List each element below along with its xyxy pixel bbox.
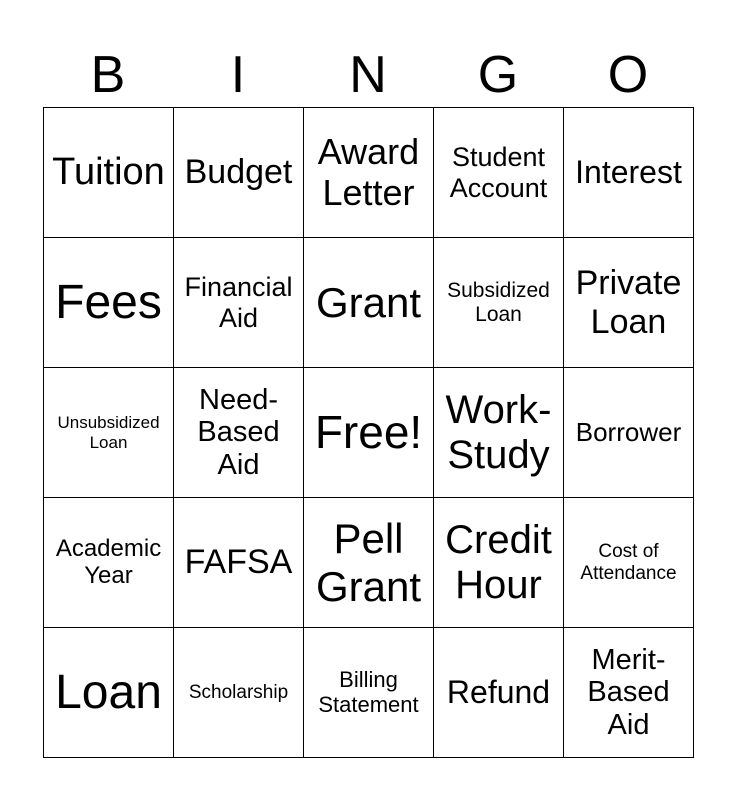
bingo-board: [43, 107, 694, 758]
bingo-cell[interactable]: [174, 498, 304, 628]
bingo-cell[interactable]: [564, 498, 694, 628]
bingo-cell[interactable]: [304, 498, 434, 628]
bingo-cell-label: Student Account: [449, 142, 548, 203]
header-letter-g: G: [477, 46, 519, 104]
bingo-cell[interactable]: [564, 238, 694, 368]
bingo-cell[interactable]: [44, 108, 174, 238]
bingo-cell[interactable]: [44, 498, 174, 628]
bingo-cell-label: Fees: [55, 275, 162, 329]
bingo-cell-label: Financial Aid: [184, 272, 293, 333]
bingo-cell[interactable]: [44, 628, 174, 758]
bingo-cell[interactable]: [174, 628, 304, 758]
bingo-cell[interactable]: [564, 368, 694, 498]
bingo-cell-label: Grant: [315, 278, 422, 326]
bingo-cell-label: Unsubsidized Loan: [57, 413, 160, 452]
bingo-cell-label: Work-Study: [445, 387, 552, 477]
bingo-cell-label: Pell Grant: [315, 515, 422, 610]
bingo-cell[interactable]: [174, 368, 304, 498]
bingo-cell[interactable]: [174, 108, 304, 238]
bingo-cell[interactable]: [564, 628, 694, 758]
bingo-cell[interactable]: [174, 238, 304, 368]
bingo-cell-label: Credit Hour: [445, 517, 552, 607]
bingo-cell-label: Interest: [575, 153, 682, 190]
bingo-cell-label: Merit-Based Aid: [587, 643, 670, 741]
bingo-header: [43, 46, 693, 104]
bingo-cell-label: Billing Statement: [318, 666, 419, 717]
bingo-cell[interactable]: [434, 108, 564, 238]
header-letter-b: B: [90, 46, 126, 104]
bingo-cell[interactable]: [304, 368, 434, 498]
bingo-cell-label: FAFSA: [184, 543, 293, 582]
bingo-cell-label: Cost of Attendance: [580, 541, 677, 584]
bingo-cell[interactable]: [434, 238, 564, 368]
bingo-cell-label: Subsidized Loan: [447, 278, 550, 326]
bingo-cell[interactable]: [564, 108, 694, 238]
bingo-cell-label: Academic Year: [55, 534, 162, 589]
bingo-cell-label: Private Loan: [575, 264, 682, 341]
bingo-cell-label: Need-Based Aid: [197, 383, 280, 481]
bingo-cell-label: Borrower: [575, 416, 682, 447]
bingo-cell[interactable]: [434, 498, 564, 628]
bingo-cell-label: Tuition: [52, 151, 165, 194]
header-letter-o: O: [607, 46, 649, 104]
header-letter-n: N: [349, 46, 387, 104]
bingo-cell[interactable]: [304, 108, 434, 238]
bingo-cell-label: Refund: [446, 673, 551, 710]
bingo-cell-label: Scholarship: [188, 681, 289, 703]
bingo-cell-label: Budget: [184, 153, 293, 192]
bingo-cell[interactable]: [44, 238, 174, 368]
bingo-cell[interactable]: [304, 628, 434, 758]
bingo-cell-label: Award Letter: [317, 131, 420, 213]
bingo-cell[interactable]: [44, 368, 174, 498]
header-letter-i: I: [230, 46, 246, 104]
bingo-cell[interactable]: [434, 628, 564, 758]
bingo-cell-label: Loan: [55, 665, 162, 719]
bingo-cell-label: Free!: [314, 405, 423, 458]
bingo-cell[interactable]: [304, 238, 434, 368]
bingo-cell[interactable]: [434, 368, 564, 498]
